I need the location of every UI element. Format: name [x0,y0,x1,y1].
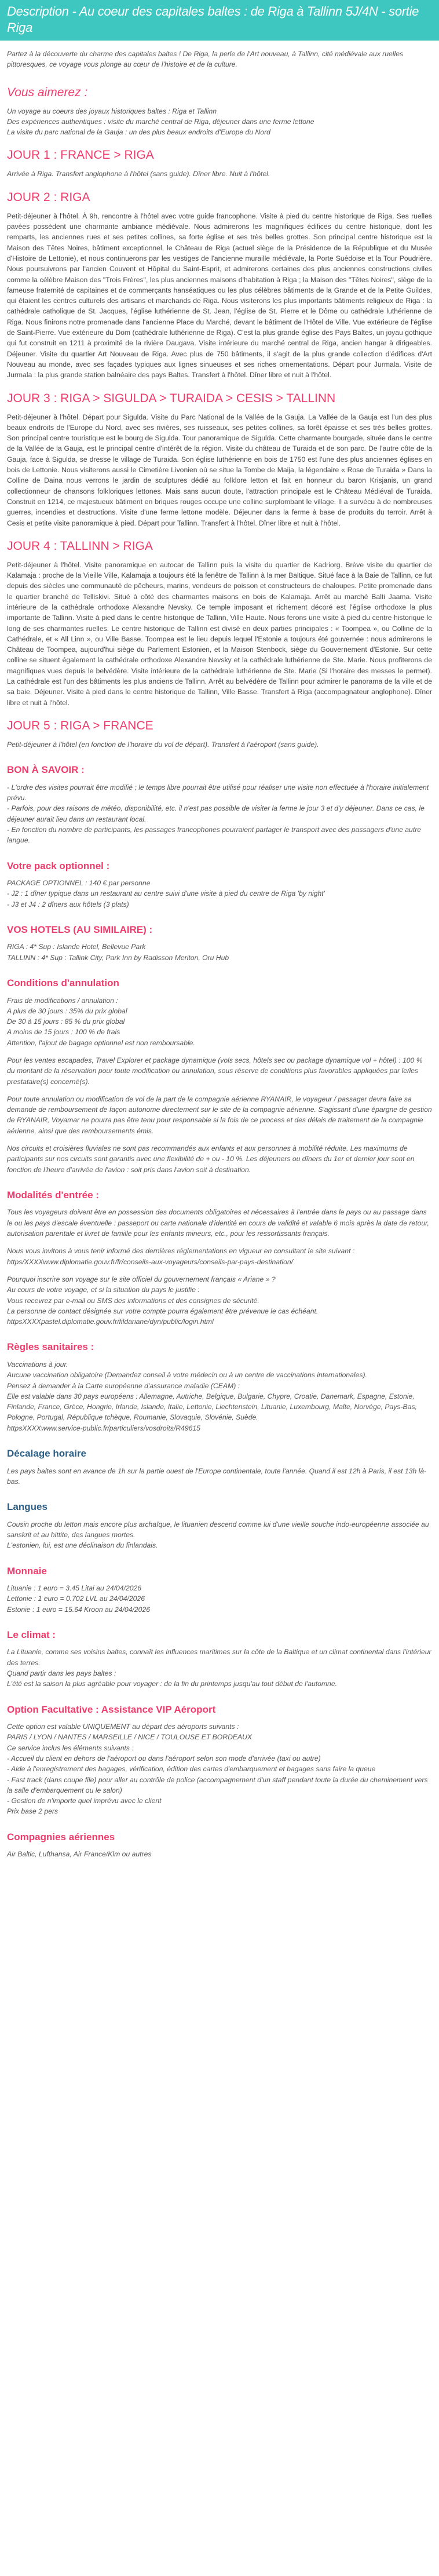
sanitaires-heading: Règles sanitaires : [7,1341,94,1353]
bon-a-savoir-list [7,782,432,846]
vip-text: Cette option est valable UNIQUEMENT au départ des aéroports suivants : PARIS / LYON / NANTES / MARSEILLE / NICE / TOULOUSE ET BORDEAUX Ce service inclus les éléments suivants : - Accueil du client en dehors de l'aéroport ou dans l'aéroport selon son mode d'arrivée (taxi ou autre) - Aide à l'enregistrement des bagages, vérification, édition des cartes d'embarquement et bagages sans faire la queue - Fast track (dans coupe file) pour aller au contrôle de police (accompagnement d'un staff pendant toute la durée du cheminement vers la salle d'embarquement ou le salon) - Gestion de n'importe quel imprévu avec le client Prix base 2 pers [7,1723,428,1816]
compagnies-text: Air Baltic, Lufthansa, Air France/Klm ou autres [7,1850,152,1859]
modalites-para-3: Pourquoi inscrire son voyage sur le site officiel du gouvernement français « Ariane » ? Au cours de votre voyage, et si la situation du pays le justifie : Vous recevrez par e-mail ou SMS des informations et des consignes de sécurité. La personne de contact désignée sur votre compte pourra également être prévenue le cas échéant. httpsXXXXpastel.diplomatie.gouv.fr/fildariane/dyn/public/login.html [7,1275,319,1326]
hotels-heading: VOS HOTELS (AU SIMILAIRE) : [7,924,153,935]
modalites-para-2: Nous vous invitons à vous tenir informé des dernières réglementations en vigueur en consultant le site suivant : https/XXXXwww.diplomatie.gouv.fr/fr/conseils-aux-voyageurs/conseils-par-pays-destination/ [7,1247,355,1266]
content [0,41,439,1890]
conditions-para-4: Nos circuits et croisières fluviales ne sont pas recommandés aux enfants et aux personnes à mobilité réduite. Les maximums de participants sur nos circuits sont garantis avec une flexibilité de + ou - 10 %. Les déjeuners ou dîners du 1er et dernier jour sont en fonction de l'heure d'arrivée de l'avion : soit pris dans l'avion soit à destination. [7,1144,415,1174]
list-item: - Parfois, pour des raisons de météo, disponibilité, etc. il n'est pas possible de visiter la ferme le jour 3 et d'y déjeuner. Dans ce cas, le déjeuner aurait lieu dans un restaurant local. [7,804,425,823]
jour3-text: Petit-déjeuner à l'hôtel. Départ pour Sigulda. Visite du Parc National de la Vallée de la Gauja. La Vallée de la Gauja est l'un des plus beaux endroits de l'Europe du Nord, avec ses rivières, ses ruisseaux, ses petites collines, sa forêt épaisse et ses très belles grottes. Son principal centre touristique est le bourg de Sigulda. Tour panoramique de Sigulda. Cette charmante bourgade, située dans le centre de la Vallée de la Gauja, est le principal centre d'intérêt de la région. Visite du château de Turaida et de son parc. De l'autre côte de la Gauja, face à Sigulda, se dresse le village de Turaida. Son église luthérienne en bois de 1750 est l'une des plus anciennes églises en bois de Lettonie. Nous visiterons aussi le Cimetière Livonien où se situe la Tombe de Maija, la légendaire « Rose de Turaida » Dans la Colline de Daina nous verrons le jardin de sculptures dédié au folklore letton et fait en honneur du baron Krisjanis, un grand collectionneur de chansons folkloriques lettones. Mais sans aucun doute, l'attraction principale est le Château Médiéval de Turaida. Construit en 1214, ce majestueux bâtiment en briques rouges occupe une colline surplombant le village. Il a survécu à de nombreuses guerres, incendies et destructions. Visite d'une ferme lettone modèle. Déjeuner dans la ferme à base de produits du terroir. Arrêt à Cesis et petite visite panoramique à pied. Départ pour Tallinn. Transfert à l'hôtel. Dîner libre et nuit à l'hôtel. [7,413,432,527]
jour2-text: Petit-déjeuner à l'hôtel. À 9h, rencontre à l'hôtel avec votre guide francophone. Visite à pied du centre historique de Riga. Ses ruelles pavées possèdent une charmante ambiance médiévale. Nous admirerons les magnifiques édifices du centre historique, dont les remparts, les anciennes rues et ses petites collines, sa forte église et ses très belles grottes. Son principal centre historique est la Maison des Têtes Noires, bâtiment exceptionnel, le Château de Riga (actuel siège de la Présidence de la République et du Musée d'Histoire de Lettonie), et nous continuerons par les vestiges de l'ancienne muraille médiévale, la Porte Suédoise et la Tour Poudrière. Nous poursuivrons par l'ancien Couvent et Hôpital du Saint-Esprit, et admirerons certaines des plus anciennes constructions civiles comme la célèbre Maison des "Trois Frères", les plus anciennes maisons d'habitation à Riga ; la Maison des "Têtes Noires", siège de la fameuse fraternité de capitaines et de commerçants hanséatiques ou les plus célèbres bâtiments de la Grande et de la Petite Guildes, qui étaient les centres culturels des artisans et marchands de Riga. Nous visiterons les plus importants bâtiments religieux de Riga : la cathédrale catholique de St. Jacques, l'église luthérienne de St. Jean, l'église de St. Pierre et le Dôme ou cathédrale luthérienne de Riga. Nous finirons notre promenade dans l'ancienne Place du Marché, devant le bâtiment de l'Hôtel de Ville. Vue extérieure de l'église de Saint-Pierre. Vue extérieure du Dom (cathédrale luthérienne de Riga). C'est la plus grande église des Pays Baltes, un joyau gothique qui fut construit en 1211 à proximité de la rivière Daugava. Visite intérieure du marché central de Riga, ancien hangar à dirigeables. Déjeuner. Visite du quartier Art Nouveau de Riga. Avec plus de 750 bâtiments, il s'agit de la plus grande collection d'édifices d'Art Nouveau au monde, avec ses façades typiques aux lignes sinueuses et ses riches ornementations. Départ pour Jurmala. Visite de Jurmala : la plus grande station balnéaire des pays Baltes. Transfert à l'hôtel. Dîner libre et nuit à l'hôtel. [7,211,432,380]
list-item: TALLINN : 4* Sup : Tallink City, Park Inn by Radisson Meriton, Oru Hub [7,953,229,962]
langues-heading: Langues [7,1501,47,1513]
list-item: La visite du parc national de la Gauja : un des plus beaux endroits d'Europe du Nord [7,128,270,137]
list-item: Des expériences authentiques : visite du marché central de Riga, déjeuner dans une ferme lettone [7,117,314,126]
decalage-heading: Décalage horaire [7,1448,87,1460]
package-list [7,878,432,910]
list-item: Un voyage au coeurs des joyaux historiques baltes : Riga et Tallinn [7,107,217,115]
modalites-heading: Modalités d'entrée : [7,1189,99,1201]
jour4-text: Petit-déjeuner à l'hôtel. Visite panoramique en autocar de Tallinn puis la visite du quartier de Kadriorg. Brève visite du quartier de Kalamaja : proche de la Vieille Ville, Kalamaja a toujours été la fenêtre de Tallinn à la mer Baltique. Situé face à la Baie de Tallinn, ce fut depuis des siècles une communauté de pêcheurs, marins, vendeurs de poisson et constructeurs de chaloupes. Petite promenade dans le quartier branché de Telliskivi. Situé à côté des charmantes maisons en bois de Kalamaja. Arrêt au marché Balti Jaama. Visite intérieure de la cathédrale orthodoxe Alexandre Nevsky. Ce temple imposant et richement décoré est l'église orthodoxe la plus importante de Tallinn. Visite à pied dans le centre historique de Tallinn, Ville Haute. Nous ferons une visite à pied du centre historique le long de ses charmantes ruelles. Le centre historique de Tallinn est divisé en deux parties principales : « Toompea », ou Colline de la Cathédrale, et « All Linn », ou Ville Basse. Toompea est le lieu depuis lequel l'Estonie a toujours été gouvernée : nous admirerons le Château de Toompea, aujourd'hui siège du Parlement Estonien, et la Maison Stenbock, siège du Gouvernement d'Estonie. Sur cette colline se situent également la cathédrale orthodoxe Alexandre Nevsky et la cathédrale luthérienne de Ste. Marie. Nous profiterons de magnifiques vues depuis le belvédère. Visite intérieure de la cathédrale luthérienne de Ste. Marie (Si l'horaire des messes le permet). La cathédrale est l'un des bâtiments les plus anciens de Tallinn. Arrêt au belvédère de Tallinn pour admirer le panorama de la ville et de sa baie. Déjeuner. Visite à pied dans le centre historique de Tallinn, Ville Basse. Transfert à Riga (accompagnateur anglophone). Dîner libre et nuit à l'hôtel. [7,560,432,707]
sanitaires-para-1: Vaccinations à jour. Aucune vaccination obligatoire (Demandez conseil à votre médecin ou à un centre de vaccinations internationales). Pensez à demander à la Carte européenne d'assurance maladie (CEAM) : Elle est valable dans 30 pays européens : Allemagne, Autriche, Belgique, Bulgarie, Chypre, Croatie, Danemark, Espagne, Estonie, Finlande, France, Grèce, Hongrie, Irlande, Islande, Italie, Lettonie, Liechtenstein, Lituanie, Luxembourg, Malte, Norvège, Pays-Bas, Pologne, Portugal, République tchèque, Roumanie, Slovaquie, Slovénie, Suède. httpsXXXXwww.service-public.fr/particuliers/vosdroits/R49615 [7,1360,417,1432]
monnaie-text: Lituanie : 1 euro = 3.45 Litai au 24/04/2026 Lettonie : 1 euro = 0.702 LVL au 24/04/2026 Estonie : 1 euro = 15.64 Kroon au 24/04/2026 [7,1584,150,1614]
conditions-para-2: Pour les ventes escapades, Travel Explorer et package dynamique (vols secs, hôtels sec ou package dynamique vol + hôtel) : 100 % du montant de la réservation pour toute modification ou annulation, sous réserve de conditions plus favorables appliquées par le/les prestataire(s) concerné(s). [7,1056,423,1086]
vous-aimerez-list [7,106,432,138]
conditions-para-1: Frais de modifications / annulation : A plus de 30 jours : 35% du prix global De 30 à 15 jours : 85 % du prix global A moins de 15 jours : 100 % de frais Attention, l'ajout de bagage optionnel est non remboursable. [7,996,195,1047]
vous-aimerez-heading: Vous aimerez : [7,85,88,99]
jour5-text: Petit-déjeuner à l'hôtel (en fonction de l'horaire du vol de départ). Transfert à l'aéroport (sans guide). [7,740,319,749]
jour3-heading: JOUR 3 : RIGA > SIGULDA > TURAIDA > CESIS > TALLINN [7,391,336,405]
jour1-heading: JOUR 1 : FRANCE > RIGA [7,148,154,162]
list-item: RIGA : 4* Sup : Islande Hotel, Bellevue Park [7,943,146,951]
list-item: - J3 et J4 : 2 dîners aux hôtels (3 plats) [7,900,129,908]
intro-text: Partez à la découverte du charme des capitales baltes ! De Riga, la perle de l'Art nouveau, à Tallinn, cité médiévale aux ruelles pittoresques, ce voyage vous plonge au cœur de l'histoire et de la culture. [7,50,404,69]
hotels-list [7,942,432,963]
vip-heading: Option Facultative : Assistance VIP Aéroport [7,1703,216,1715]
list-item: - J2 : 1 dîner typique dans un restaurant au centre suivi d'une visite à pied du centre de Riga 'by night' [7,889,325,898]
bon-a-savoir-heading: BON À SAVOIR : [7,764,85,776]
decalage-text: Les pays baltes sont en avance de 1h sur la partie ouest de l'Europe continentale, toute l'année. Quand il est 12h à Paris, il est 13h là-bas. [7,1466,427,1486]
jour4-heading: JOUR 4 : TALLINN > RIGA [7,539,153,553]
jour5-heading: JOUR 5 : RIGA > FRANCE [7,718,153,732]
list-item: - L'ordre des visites pourrait être modifié ; le temps libre pourrait être utilisé pour réaliser une visite non effectuée à l'horaire initialement prévu. [7,783,429,802]
jour2-heading: JOUR 2 : RIGA [7,190,90,204]
climat-heading: Le climat : [7,1629,56,1640]
langues-text: Cousin proche du letton mais encore plus archaïque, le lituanien descend comme lui d'une vieille souche indo-européenne associée au sanskrit et au hittite, des langues mortes. L'estonien, lui, est une déclinaison du finlandais. [7,1520,429,1550]
list-item: - En fonction du nombre de participants, les passages francophones pourraient partager le transport avec des passagers d'une autre langue. [7,825,422,845]
monnaie-heading: Monnaie [7,1565,47,1577]
jour1-text: Arrivée à Riga. Transfert anglophone à l'hôtel (sans guide). Dîner libre. Nuit à l'hôtel. [7,170,270,178]
package-heading: Votre pack optionnel : [7,860,110,871]
modalites-para-1: Tous les voyageurs doivent être en possession des documents obligatoires et nécessaires à l'entrée dans le pays ou au passage dans le ou les pays d'escale éventuelle : passeport ou carte nationale d'identité en cours de validité et valable 6 mois après la date de retour, autorisation parentale et livret de famille pour les enfants mineurs, etc., pour les ressortissants français. [7,1208,429,1238]
conditions-para-3: Pour toute annulation ou modification de vol de la part de la compagnie aérienne RYANAIR, le voyageur / passager devra faire sa demande de remboursement de façon autonome directement sur le site de la compagnie aérienne. S'agissant d'une épargne de gestion de RYANAIR, Voyamar ne pourra pas être tenu pour responsable si la fois de ce process et des délais de traitement de la compagnie aérienne, ainsi que des remboursements émis. [7,1094,432,1135]
compagnies-heading: Compagnies aériennes [7,1831,115,1842]
page-title: Description - Au coeur des capitales baltes : de Riga à Tallinn 5J/4N - sortie Riga [0,0,439,41]
list-item: PACKAGE OPTIONNEL : 140 € par personne [7,879,151,888]
climat-text: La Lituanie, comme ses voisins baltes, connaît les influences maritimes sur la côte de la Baltique et un climat continental dans l'intérieur des terres. Quand partir dans les pays baltes : L'été est la saison la plus agréable pour voyager : de la fin du printemps jusqu'au tout début de l'automne. [7,1648,431,1688]
conditions-heading: Conditions d'annulation [7,977,119,989]
